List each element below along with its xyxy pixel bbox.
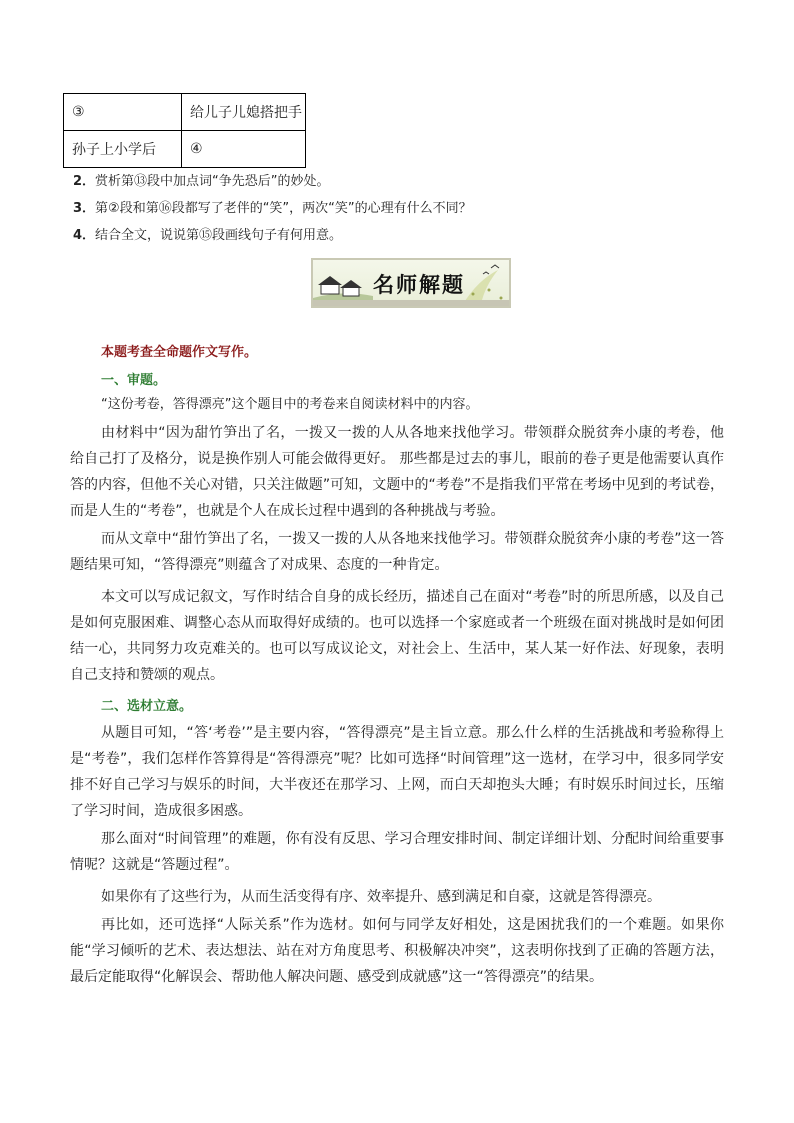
question-text: 第②段和第⑯段都写了老伴的“笑”，两次“笑”的心理有什么不同？ (95, 201, 472, 216)
question-text: 结合全文，说说第⑮段画线句子有何用意。 (95, 228, 343, 243)
section1-heading: 一、审题。 (101, 373, 167, 388)
table-cell: ③ (64, 94, 182, 131)
paragraph: 而从文章中“甜竹笋出了名，一拨又一拨的人从各地来找他学习。带领群众脱贫奔小康的考卷”这一答题结果可知，“答得漂亮”则蕴含了对成果、态度的一种肯定。 (70, 531, 724, 573)
paragraph: 再比如，还可选择“人际关系”作为选材。如何与同学友好相处，这是困扰我们的一个难题。如果你能“学习倾听的艺术、表达想法、站在对方角度思考、积极解决冲突”，这表明你找到了正确的答题方法，最后定能取得“化解误会、帮助他人解决问题、感受到成就感”这一“答得漂亮”的结果。 (70, 917, 724, 985)
question-number: 2． (73, 174, 96, 189)
banner-bottom-bar (313, 300, 509, 306)
paragraph: 本文可以写成记叙文，写作时结合自身的成长经历，描述自己在面对“考卷”时的所思所感，以及自己是如何克服困难、调整心态从而取得好成绩的。也可以选择一个家庭或者一个班级在面对挑战时是如何团结一心，共同努力攻克难关的。也可以写成议论文，对社会上、生活中，某人某一好作法、好现象，表明自己支持和赞颂的观点。 (70, 589, 724, 683)
question-number: 4． (73, 228, 96, 243)
table-cell: 孙子上小学后 (64, 131, 182, 168)
table-cell: 给儿子儿媳搭把手 (182, 94, 306, 131)
paragraph: 那么面对“时间管理”的难题，你有没有反思、学习合理安排时间、制定详细计划、分配时间给重要事情呢？这就是“答题过程”。 (70, 831, 724, 873)
question-text: 赏析第⑬段中加点词“争先恐后”的妙处。 (95, 174, 330, 189)
intro-heading: 本题考查全命题作文写作。 (101, 345, 258, 360)
question-4 (73, 227, 342, 245)
paragraph: 由材料中“因为甜竹笋出了名，一拨又一拨的人从各地来找他学习。带领群众脱贫奔小康的考卷，他给自己打了及格分，说是换作别人可能会做得更好。 那些都是过去的事儿，眼前的卷子更是他需要认真作答的内容，但他不关心对错，只关注做题”可知，文题中的“考卷”不是指我们平常在考场中见到的考试卷，而是人生的“考卷”，也就是个人在成长过程中遇到的各种挑战与考验。 (70, 425, 724, 519)
section-banner (311, 258, 511, 308)
question-3 (73, 200, 472, 218)
paragraph: “这份考卷，答得漂亮”这个题目中的考卷来自阅读材料中的内容。 (101, 397, 479, 412)
answer-table (63, 93, 306, 168)
banner-title: 名师解题 (373, 273, 465, 297)
paragraph: 从题目可知，“答‘考卷’”是主要内容，“答得漂亮”是主旨立意。那么什么样的生活挑战和考验称得上是“考卷”，我们怎样作答算得是“答得漂亮”呢？比如可选择“时间管理”这一选材，在学习中，很多同学安排不好自己学习与娱乐的时间，大半夜还在那学习、上网，而白天却抱头大睡；有时娱乐时间过长，压缩了学习时间，造成很多困惑。 (70, 725, 724, 819)
question-number: 3． (73, 201, 96, 216)
paragraph: 如果你有了这些行为，从而生活变得有序、效率提升、感到满足和自豪，这就是答得漂亮。 (101, 889, 661, 905)
table-cell: ④ (182, 131, 306, 168)
table-row (64, 94, 306, 131)
question-2 (73, 173, 330, 191)
table-row (64, 131, 306, 168)
section2-heading: 二、选材立意。 (101, 699, 193, 714)
